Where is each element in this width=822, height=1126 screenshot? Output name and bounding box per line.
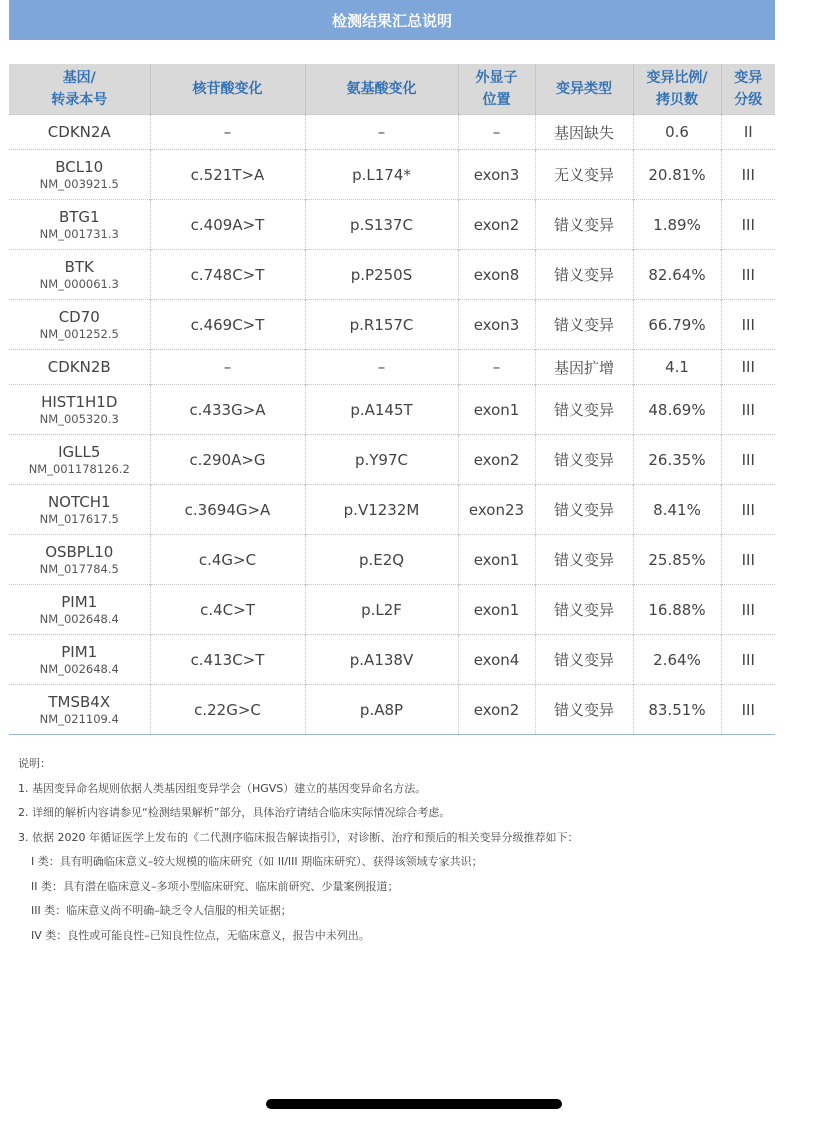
- ratio-cell: 83.51%: [633, 685, 721, 735]
- grade-cell: III: [721, 200, 775, 250]
- transcript-id: NM_005320.3: [39, 412, 119, 426]
- exon-cell: exon2: [458, 435, 535, 485]
- type-cell: 错义变异: [535, 585, 633, 635]
- nucleotide-cell: c.409A>T: [150, 200, 305, 250]
- ratio-cell: 16.88%: [633, 585, 721, 635]
- gene-name: NOTCH1: [47, 493, 111, 511]
- nucleotide-cell: –: [150, 115, 305, 150]
- amino-acid-cell: –: [305, 115, 458, 150]
- gene-name: CD70: [58, 308, 100, 326]
- nucleotide-cell: c.4C>T: [150, 585, 305, 635]
- exon-cell: exon1: [458, 585, 535, 635]
- exon-cell: exon2: [458, 200, 535, 250]
- type-cell: 错义变异: [535, 200, 633, 250]
- gene-cell: [9, 115, 150, 150]
- gene-cell: [9, 485, 150, 535]
- grade-class-item: II 类：具有潜在临床意义–多项小型临床研究、临床前研究、少量案例报道；: [31, 879, 399, 893]
- gene-name: PIM1: [61, 643, 98, 661]
- transcript-id: NM_017784.5: [39, 562, 119, 576]
- column-header: [721, 64, 775, 115]
- grade-cell: III: [721, 385, 775, 435]
- transcript-id: NM_021109.4: [39, 712, 119, 726]
- type-cell: 错义变异: [535, 535, 633, 585]
- gene-name: CDKN2A: [47, 123, 111, 141]
- grade-class-item: III 类：临床意义尚不明确–缺乏令人信服的相关证据；: [31, 904, 292, 917]
- grade-cell: III: [721, 150, 775, 200]
- transcript-id: NM_017617.5: [39, 512, 119, 526]
- nucleotide-cell: c.748C>T: [150, 250, 305, 300]
- column-header-line: 位置: [482, 92, 511, 108]
- grade-cell: III: [721, 435, 775, 485]
- report-title: 检测结果汇总说明: [9, 0, 775, 40]
- gene-name: IGLL5: [58, 443, 101, 461]
- column-header: [9, 64, 150, 115]
- nucleotide-cell: c.433G>A: [150, 385, 305, 435]
- gene-cell: [9, 150, 150, 200]
- type-cell: 错义变异: [535, 635, 633, 685]
- amino-acid-cell: p.L174*: [305, 150, 458, 200]
- table-row: [9, 350, 775, 385]
- grade-cell: III: [721, 300, 775, 350]
- column-header: [633, 64, 721, 115]
- amino-acid-cell: p.E2Q: [305, 535, 458, 585]
- nucleotide-cell: c.4G>C: [150, 535, 305, 585]
- grade-cell: III: [721, 535, 775, 585]
- grade-class-item: IV 类：良性或可能良性–已知良性位点，无临床意义，报告中未列出。: [31, 928, 370, 942]
- home-indicator[interactable]: [266, 1099, 562, 1109]
- gene-name: BTK: [64, 258, 94, 276]
- exon-cell: –: [458, 350, 535, 385]
- amino-acid-cell: p.S137C: [305, 200, 458, 250]
- nucleotide-cell: c.3694G>A: [150, 485, 305, 535]
- type-cell: 错义变异: [535, 300, 633, 350]
- table-row: [9, 250, 775, 300]
- gene-cell: [9, 350, 150, 385]
- notes-section: [18, 752, 808, 948]
- exon-cell: exon3: [458, 150, 535, 200]
- type-cell: 错义变异: [535, 250, 633, 300]
- exon-cell: exon4: [458, 635, 535, 685]
- gene-name: BTG1: [58, 208, 100, 226]
- nucleotide-cell: c.521T>A: [150, 150, 305, 200]
- ratio-cell: 4.1: [633, 350, 721, 385]
- grade-class-item: I 类：具有明确临床意义–较大规模的临床研究（如 II/III 期临床研究）、获得该领域专家共识；: [31, 855, 483, 868]
- nucleotide-cell: c.469C>T: [150, 300, 305, 350]
- grade-cell: III: [721, 585, 775, 635]
- gene-cell: [9, 200, 150, 250]
- note-item: 1. 基因变异命名规则依据人类基因组变异学会（HGVS）建立的基因变异命名方法。: [18, 781, 427, 795]
- column-header: [458, 64, 535, 115]
- table-row: [9, 485, 775, 535]
- grade-cell: III: [721, 350, 775, 385]
- column-header-line: 核苷酸变化: [192, 81, 263, 97]
- grade-cell: III: [721, 250, 775, 300]
- type-cell: 错义变异: [535, 685, 633, 735]
- transcript-id: NM_001252.5: [39, 327, 119, 341]
- amino-acid-cell: p.P250S: [305, 250, 458, 300]
- notes-heading: 说明：: [18, 757, 51, 770]
- exon-cell: –: [458, 115, 535, 150]
- column-header-line: 变异: [734, 70, 763, 86]
- type-cell: 错义变异: [535, 385, 633, 435]
- type-cell: 无义变异: [535, 150, 633, 200]
- exon-cell: exon1: [458, 535, 535, 585]
- transcript-id: NM_002648.4: [39, 662, 119, 676]
- ratio-cell: 26.35%: [633, 435, 721, 485]
- gene-cell: [9, 585, 150, 635]
- column-header-line: 基因/: [62, 70, 96, 86]
- table-row: [9, 385, 775, 435]
- type-cell: 基因扩增: [535, 350, 633, 385]
- grade-cell: III: [721, 685, 775, 735]
- table-row: [9, 585, 775, 635]
- transcript-id: NM_001731.3: [39, 227, 119, 241]
- gene-cell: [9, 250, 150, 300]
- table-header-row: [9, 64, 775, 115]
- column-header: [305, 64, 458, 115]
- transcript-id: NM_003921.5: [39, 177, 119, 191]
- column-header-line: 转录本号: [51, 92, 108, 108]
- gene-cell: [9, 535, 150, 585]
- table-row: [9, 115, 775, 150]
- column-header-line: 氨基酸变化: [346, 81, 417, 97]
- ratio-cell: 82.64%: [633, 250, 721, 300]
- grade-cell: III: [721, 485, 775, 535]
- column-header-line: 变异类型: [556, 81, 612, 97]
- table-row: [9, 685, 775, 735]
- gene-cell: [9, 635, 150, 685]
- ratio-cell: 0.6: [633, 115, 721, 150]
- exon-cell: exon23: [458, 485, 535, 535]
- exon-cell: exon8: [458, 250, 535, 300]
- amino-acid-cell: p.L2F: [305, 585, 458, 635]
- ratio-cell: 20.81%: [633, 150, 721, 200]
- nucleotide-cell: c.290A>G: [150, 435, 305, 485]
- grade-cell: III: [721, 635, 775, 685]
- gene-name: TMSB4X: [48, 693, 111, 711]
- table-row: [9, 200, 775, 250]
- column-header-line: 变异比例/: [646, 70, 708, 86]
- transcript-id: NM_000061.3: [39, 277, 119, 291]
- type-cell: 错义变异: [535, 435, 633, 485]
- ratio-cell: 1.89%: [633, 200, 721, 250]
- table-row: [9, 435, 775, 485]
- gene-name: HIST1H1D: [41, 393, 118, 411]
- nucleotide-cell: c.413C>T: [150, 635, 305, 685]
- table-row: [9, 535, 775, 585]
- ratio-cell: 48.69%: [633, 385, 721, 435]
- transcript-id: NM_001178126.2: [28, 462, 130, 476]
- amino-acid-cell: p.R157C: [305, 300, 458, 350]
- gene-cell: [9, 435, 150, 485]
- ratio-cell: 66.79%: [633, 300, 721, 350]
- amino-acid-cell: p.V1232M: [305, 485, 458, 535]
- ratio-cell: 25.85%: [633, 535, 721, 585]
- exon-cell: exon2: [458, 685, 535, 735]
- exon-cell: exon3: [458, 300, 535, 350]
- type-cell: 错义变异: [535, 485, 633, 535]
- column-header: [535, 64, 633, 115]
- exon-cell: exon1: [458, 385, 535, 435]
- column-header-line: 分级: [734, 92, 763, 108]
- nucleotide-cell: c.22G>C: [150, 685, 305, 735]
- amino-acid-cell: –: [305, 350, 458, 385]
- note-item: 2. 详细的解析内容请参见“检测结果解析”部分，具体治疗请结合临床实际情况综合考虑。: [18, 806, 451, 819]
- gene-name: OSBPL10: [45, 543, 114, 561]
- table-row: [9, 150, 775, 200]
- table-row: [9, 300, 775, 350]
- column-header: [150, 64, 305, 115]
- amino-acid-cell: p.A145T: [305, 385, 458, 435]
- gene-name: BCL10: [55, 158, 104, 176]
- amino-acid-cell: p.Y97C: [305, 435, 458, 485]
- gene-cell: [9, 385, 150, 435]
- column-header-line: 拷贝数: [656, 92, 698, 108]
- note-item: 3. 依据 2020 年循证医学上发布的《二代测序临床报告解读指引》，对诊断、治疗和预后的相关变异分级推荐如下：: [18, 830, 579, 844]
- nucleotide-cell: –: [150, 350, 305, 385]
- gene-cell: [9, 685, 150, 735]
- gene-name: CDKN2B: [47, 358, 111, 376]
- column-header-line: 外显子: [475, 70, 518, 86]
- results-table: [9, 64, 775, 735]
- type-cell: 基因缺失: [535, 115, 633, 150]
- ratio-cell: 8.41%: [633, 485, 721, 535]
- amino-acid-cell: p.A8P: [305, 685, 458, 735]
- ratio-cell: 2.64%: [633, 635, 721, 685]
- gene-name: PIM1: [61, 593, 98, 611]
- transcript-id: NM_002648.4: [39, 612, 119, 626]
- amino-acid-cell: p.A138V: [305, 635, 458, 685]
- gene-cell: [9, 300, 150, 350]
- grade-cell: II: [721, 115, 775, 150]
- table-row: [9, 635, 775, 685]
